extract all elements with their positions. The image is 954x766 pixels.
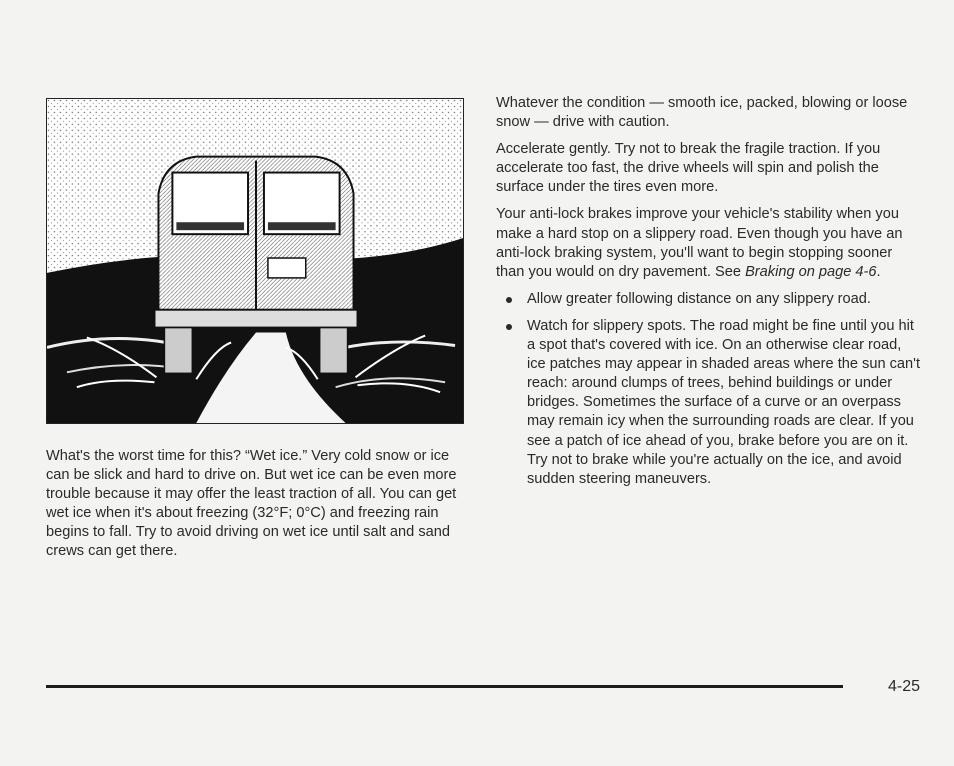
anti-lock-text: Your anti-lock brakes improve your vehicle's stability when you make a hard stop on a slippery road. Even though you have an anti-lock braking system, you'll want to begin stopping sooner than you would on dry pavement. See <box>496 206 903 280</box>
bullet-icon <box>506 324 512 330</box>
anti-lock-paragraph <box>496 205 921 281</box>
bullet-icon <box>506 297 512 303</box>
wet-ice-paragraph: What's the worst time for this? “Wet ice.” Very cold snow or ice can be slick and hard to drive on. But wet ice can be even more trouble because it may offer the least traction of all. You can get wet ice when it's about freezing (32°F; 0°C) and freezing rain begins to fall. Try to avoid driving on wet ice until salt and sand crews can get there. <box>46 448 457 560</box>
bullet-text: Watch for slippery spots. The road might be fine until you hit a spot that's covered with ice. On an otherwise clear road, ice patches may appear in shaded areas where the sun can't reach: around clumps of trees, behind buildings or under bridges. Sometimes the surface of a curve or an overpass may remain icy when the surrounding roads are clear. If you see a patch of ice ahead of you, brake before you are on it. Try not to brake while you're actually on the ice, and avoid sudden steering maneuvers. <box>527 317 921 487</box>
footer-rule <box>46 685 843 688</box>
slippery-road-bullet-list <box>496 290 921 489</box>
van-on-wet-ice-illustration <box>46 98 464 424</box>
right-column <box>496 94 921 497</box>
page-number: 4-25 <box>887 678 920 695</box>
list-item <box>496 290 921 309</box>
van-rear-view-drawing <box>47 99 463 423</box>
braking-page-reference[interactable]: Braking on page 4-6 <box>745 263 877 280</box>
left-column <box>46 447 471 570</box>
anti-lock-period: . <box>876 263 881 280</box>
list-item <box>496 317 921 489</box>
caution-paragraph: Whatever the condition — smooth ice, packed, blowing or loose snow — drive with caution. <box>496 95 908 131</box>
bullet-text: Allow greater following distance on any slippery road. <box>527 290 871 307</box>
accelerate-paragraph: Accelerate gently. Try not to break the fragile traction. If you accelerate too fast, the drive wheels will spin and polish the surface under the tires even more. <box>496 141 881 196</box>
